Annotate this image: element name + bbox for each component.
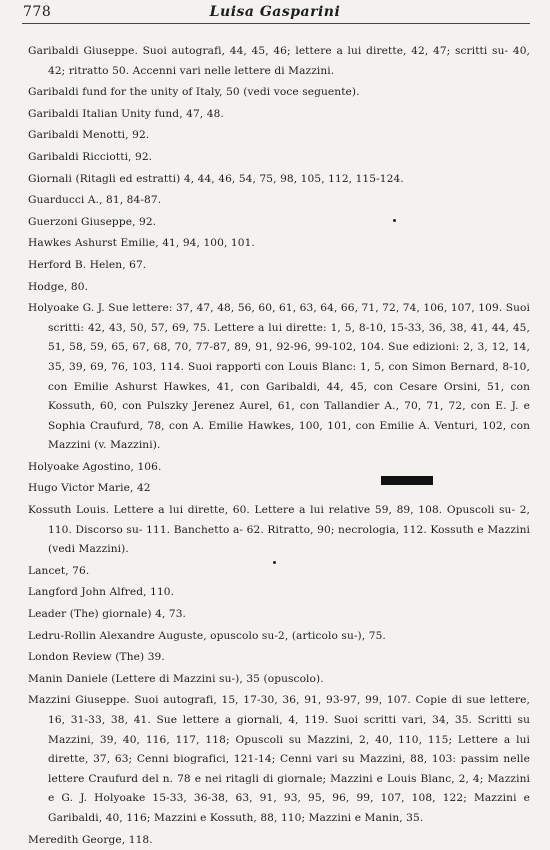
index-entry: Holyoake G. J. Sue lettere: 37, 47, 48, 56, 60, 61, 63, 64, 66, 71, 72, 74, 106, 107, 109. Suoi scritti: 42, 43, 50, 57, 69, 75. Lettere a lui dirette: 1, 5, 8-10, 15-33, 36, 38, 41, 44, 45, 51, 58, 59, 65, 67, 68, 70, 77-87, 89, 91, 92-96, 99-102, 104. Sue edizioni: 2, 3, 12, 14, 35, 39, 69, 76, 103, 114. Suoi rapporti con Louis Blanc: 1, 5, con Simon Bernard, 8-10, con Emilie Ashurst Hawkes, 41, con Garibaldi, 44, 45, con Cesare Orsini, 51, con Kossuth, 60, con Pulszky Jerenez Aurel, 61, con Tallandier A., 70, 71, 72, con E. J. e Sophia Craufurd, 78, con A. Emilie Hawkes, 100, 101, con Emilie A. Venturi, 102, con Mazzini (v. Mazzini). [28,302,530,452]
index-entry: Meredith George, 118. [28,833,153,846]
index-entry: Manin Daniele (Lettere di Mazzini su-), 35 (opuscolo). [28,672,324,685]
index-entry: Garibaldi Italian Unity fund, 47, 48. [28,107,224,120]
index-entry: Guerzoni Giuseppe, 92. [28,215,157,228]
ink-speck [273,561,276,564]
index-entry: Mazzini Giuseppe. Suoi autografi, 15, 17-30, 36, 91, 93-97, 99, 107. Copie di sue lettere, 16, 31-33, 38, 41. Sue lettere a giornali, 4, 119. Suoi scritti vari, 34, 35. Scritti su Mazzini, 39, 40, 116, 117, 118; Opuscoli su Mazzini, 2, 40, 110, 115; Lettere a lui dirette, 37, 63; Cenni biografici, 121-14; Cenni vari su Mazzini, 88, 103: passim nelle lettere Craufurd del n. 78 e nei ritagli di giornale; Mazzini e Louis Blanc, 2, 4; Mazzini e G. J. Holyoake 15-33, 36-38, 63, 91, 93, 95, 96, 99, 107, 108, 122; Mazzini e Garibaldi, 40, 116; Mazzini e Kossuth, 88, 110; Mazzini e Manin, 35. [28,694,530,824]
index-entry: Hawkes Ashurst Emilie, 41, 94, 100, 101. [28,237,255,250]
index-entry: Giornali (Ritagli ed estratti) 4, 44, 46, 54, 75, 98, 105, 112, 115-124. [28,172,404,185]
header-rule [22,23,530,24]
redaction-mark [381,476,433,485]
index-entry: Garibaldi Ricciotti, 92. [28,150,153,163]
index-entry: Garibaldi fund for the unity of Italy, 50 (vedi voce seguente). [28,86,360,99]
page-header [0,0,550,26]
ink-speck [393,219,396,222]
index-entry: Leader (The) giornale) 4, 73. [28,608,187,621]
index-entry: Langford John Alfred, 110. [28,586,175,599]
index-list [28,42,530,850]
index-entry: Garibaldi Giuseppe. Suoi autografi, 44, 45, 46; lettere a lui dirette, 42, 47; scritti su- 40, 42; ritratto 50. Accenni vari nelle lettere di Mazzini. [28,45,530,77]
index-entry: Kossuth Louis. Lettere a lui dirette, 60. Lettere a lui relative 59, 89, 108. Opuscoli su- 2, 110. Discorso su- 111. Banchetto a- 62. Ritratto, 90; necrologia, 112. Kossuth e Mazzini (vedi Mazzini). [28,504,530,556]
index-entry: Holyoake Agostino, 106. [28,460,162,473]
index-entry: London Review (The) 39. [28,651,165,664]
page-number: 778 [23,4,52,20]
index-entry: Lancet, 76. [28,564,90,577]
index-entry: Garibaldi Menotti, 92. [28,129,150,142]
index-entry: Hodge, 80. [28,280,89,293]
index-entry: Herford B. Helen, 67. [28,258,147,271]
index-entry: Ledru-Rollin Alexandre Auguste, opuscolo su-2, (articolo su-), 75. [28,629,386,642]
index-entry: Guarducci A., 81, 84-87. [28,194,162,207]
running-head: Luisa Gasparini [209,4,341,20]
index-entry: Hugo Victor Marie, 42 [28,482,151,495]
